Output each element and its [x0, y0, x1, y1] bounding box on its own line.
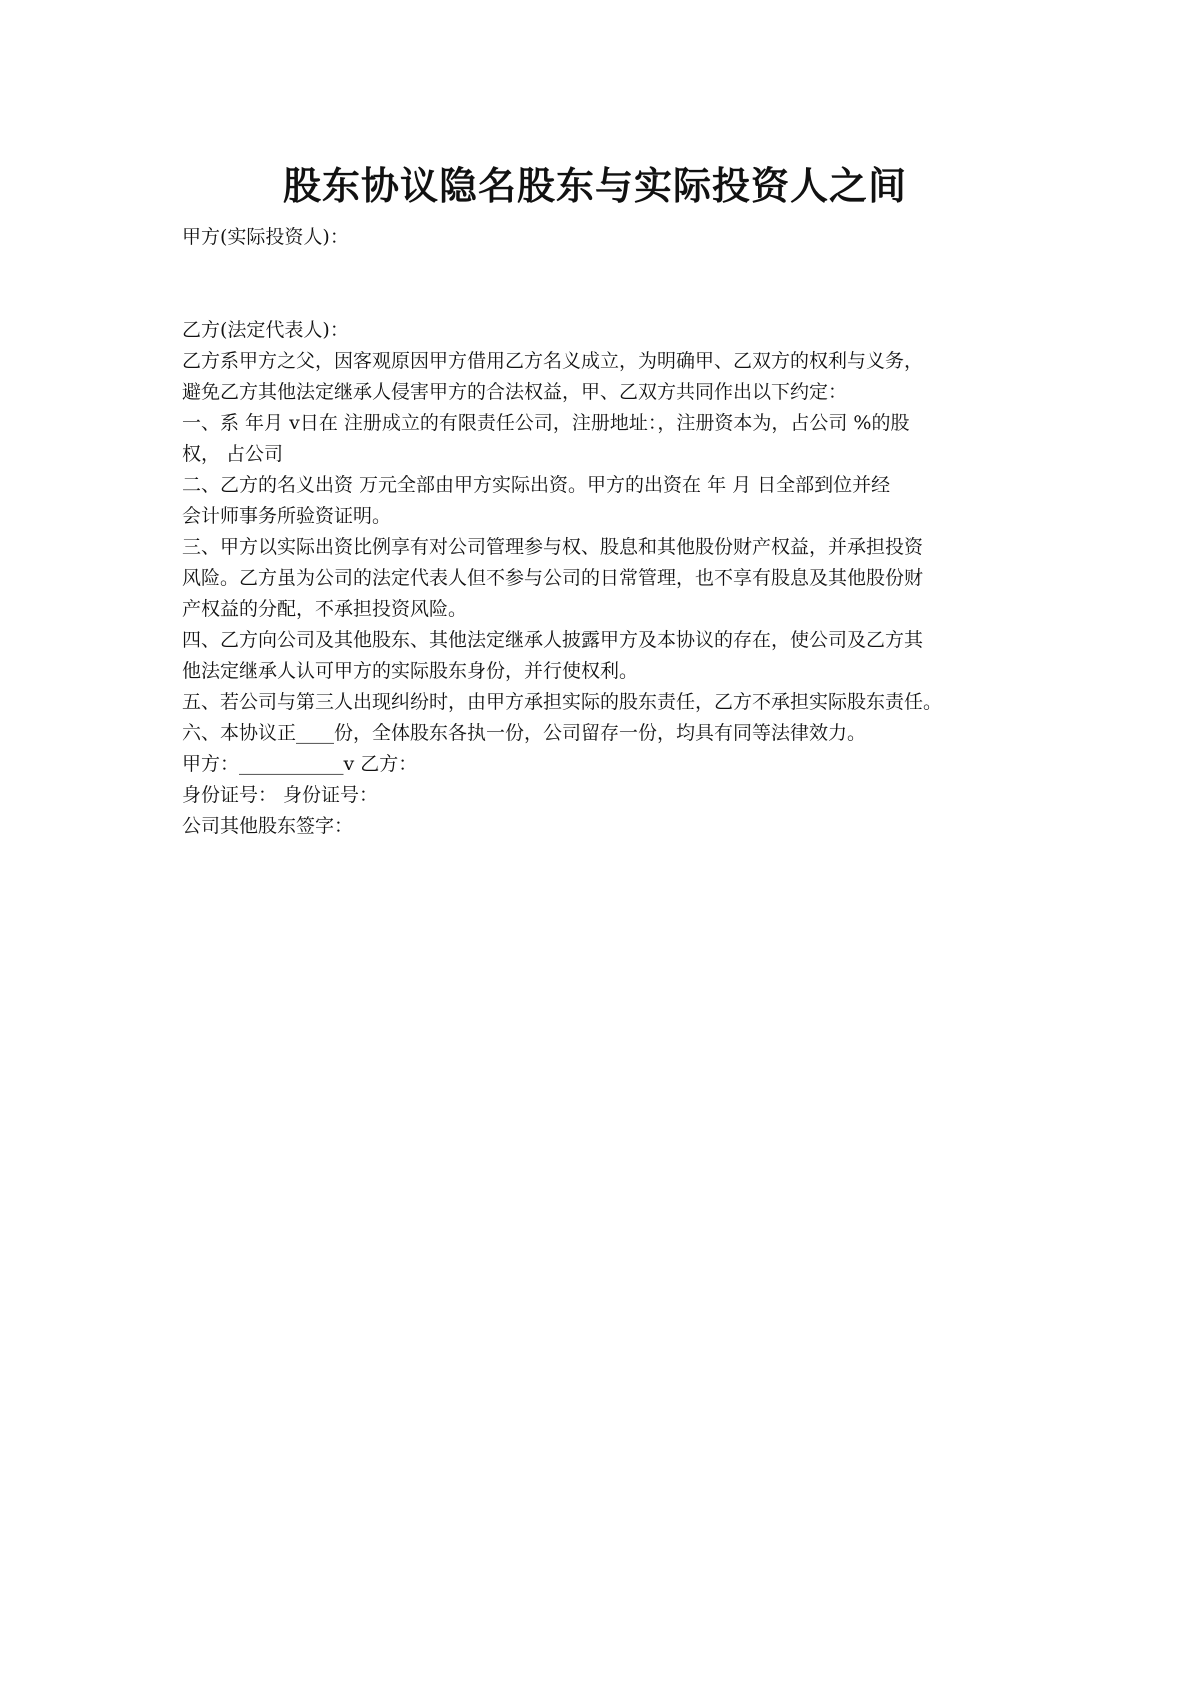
document-title: 股东协议隐名股东与实际投资人之间 — [282, 163, 907, 208]
signature-line: 甲方：___________v 乙方： — [182, 753, 418, 775]
clause-5-line: 五、若公司与第三人出现纠纷时，由甲方承担实际的股东责任，乙方不承担实际股东责任。 — [182, 691, 943, 713]
other-shareholders-signature-line: 公司其他股东签字： — [182, 815, 354, 837]
clause-1-line-1: 一、系 年月 v日在 注册成立的有限责任公司，注册地址：，注册资本为，占公司 %的股 — [182, 412, 910, 434]
clause-4-line-1: 四、乙方向公司及其他股东、其他法定继承人披露甲方及本协议的存在，使公司及乙方其 — [182, 629, 924, 651]
clause-2-line-2: 会计师事务所验资证明。 — [182, 505, 392, 527]
clause-3-line-1: 三、甲方以实际出资比例享有对公司管理参与权、股息和其他股份财产权益，并承担投资 — [182, 536, 924, 558]
clause-1-line-2: 权， 占公司 — [182, 443, 284, 465]
party-b-line: 乙方(法定代表人)： — [182, 319, 349, 341]
preamble-line-1: 乙方系甲方之父，因客观原因甲方借用乙方名义成立，为明确甲、乙双方的权利与义务， — [182, 350, 924, 372]
id-number-line: 身份证号： 身份证号： — [182, 784, 379, 806]
clause-4-line-2: 他法定继承人认可甲方的实际股东身份，并行使权利。 — [182, 660, 639, 682]
clause-6-line: 六、本协议正____份，全体股东各执一份，公司留存一份，均具有同等法律效力。 — [182, 722, 867, 744]
document-body — [182, 222, 1022, 842]
preamble-line-2: 避免乙方其他法定继承人侵害甲方的合法权益，甲、乙双方共同作出以下约定： — [182, 381, 848, 403]
blank-space — [182, 253, 1022, 315]
clause-3-line-2: 风险。乙方虽为公司的法定代表人但不参与公司的日常管理，也不享有股息及其他股份财 — [182, 567, 924, 589]
clause-2-line-1: 二、乙方的名义出资 万元全部由甲方实际出资。甲方的出资在 年 月 日全部到位并经 — [182, 474, 891, 496]
clause-3-line-3: 产权益的分配，不承担投资风险。 — [182, 598, 468, 620]
party-a-line: 甲方(实际投资人)： — [182, 226, 349, 248]
